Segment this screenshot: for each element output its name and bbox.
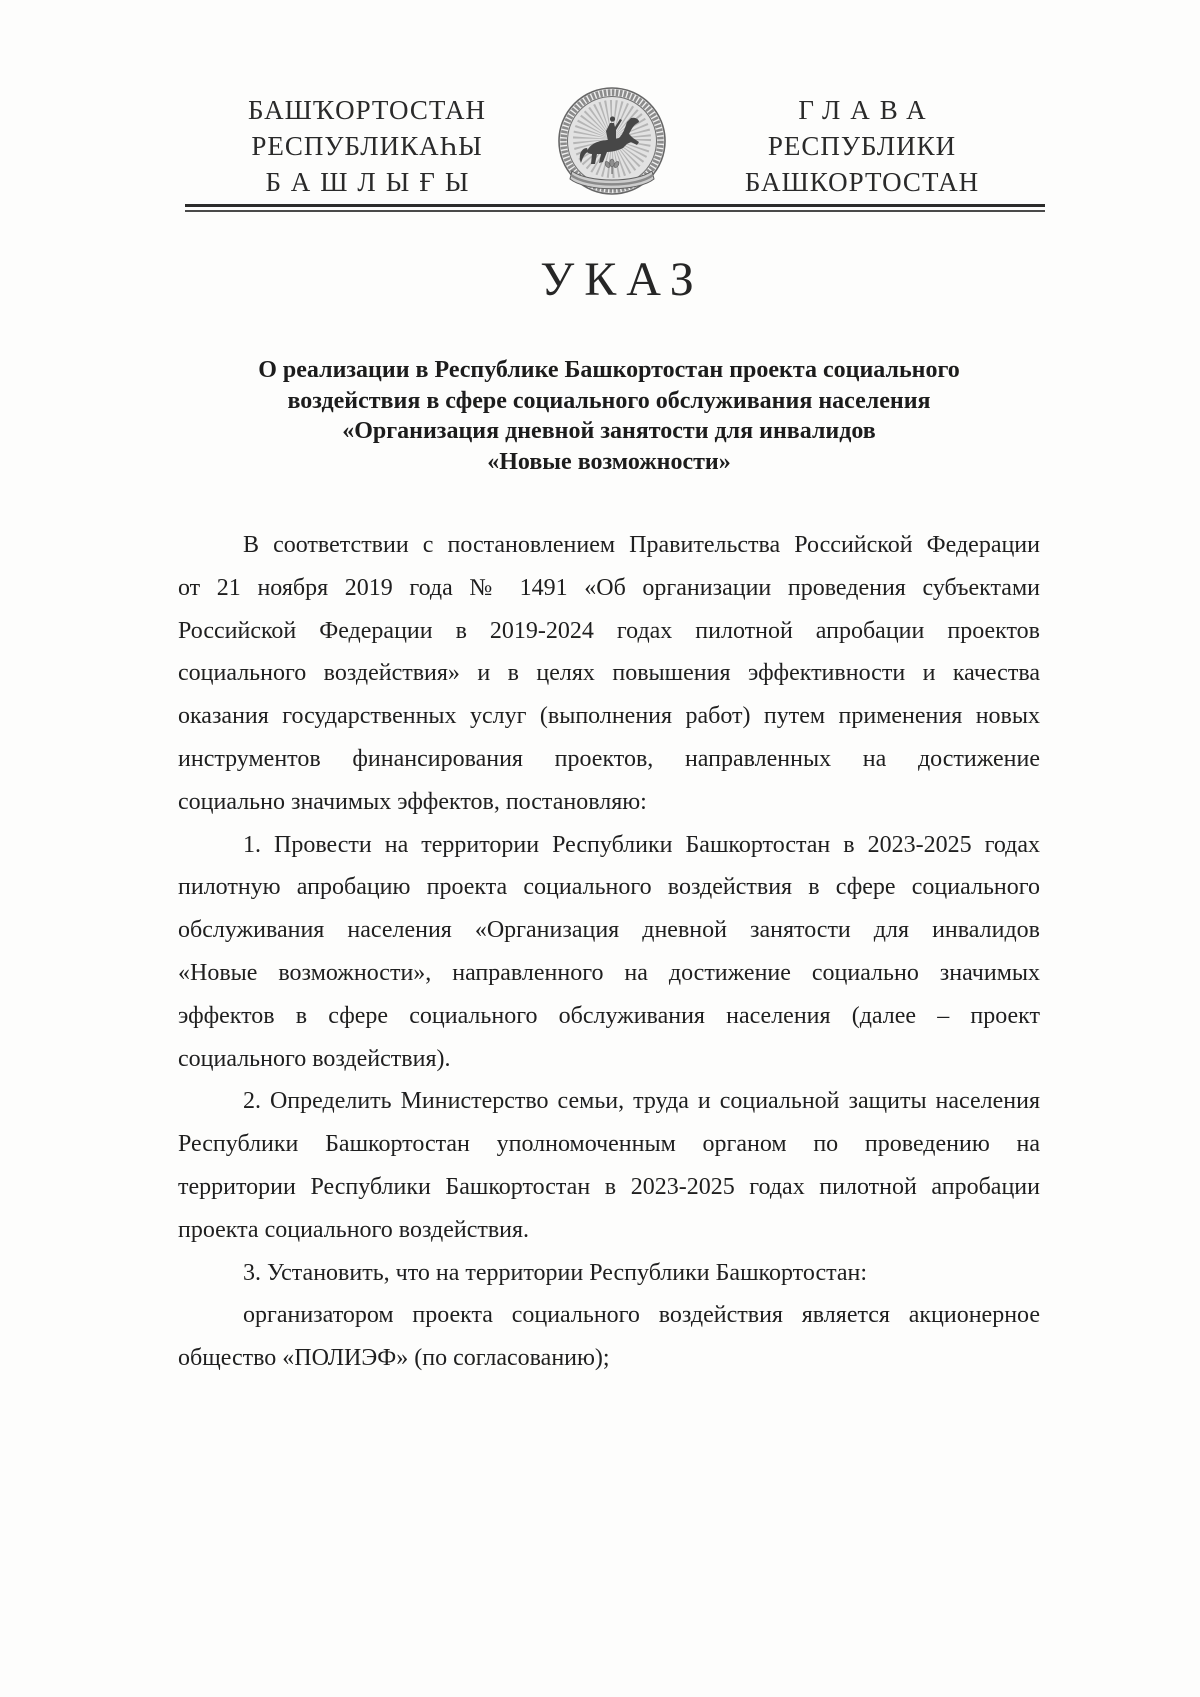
body-line: общество «ПОЛИЭФ» (по согласованию); xyxy=(178,1345,610,1372)
body-line: обслуживания населения «Организация дневной занятости для инвалидов xyxy=(178,917,1040,944)
paragraph-organizer xyxy=(178,1294,1040,1380)
body-line: 1. Провести на территории Республики Башкортостан в 2023-2025 годах xyxy=(243,831,1040,858)
body-line: пилотную апробацию проекта социального воздействия в сфере социального xyxy=(178,874,1040,901)
body-line: Республики Башкортостан уполномоченным органом по проведению на xyxy=(178,1131,1040,1158)
title-line: О реализации в Республике Башкортостан проекта социального xyxy=(258,357,960,383)
body-line: 3. Установить, что на территории Республики Башкортостан: xyxy=(243,1259,868,1286)
coat-of-arms-emblem xyxy=(557,86,667,196)
header-bashkir-line: БАШЛЫҒЫ xyxy=(265,167,479,197)
header-russian-line: ГЛАВА xyxy=(798,95,936,125)
header-russian-block xyxy=(702,92,1022,200)
body-line: проекта социального воздействия. xyxy=(178,1216,530,1243)
title-line: «Организация дневной занятости для инвалидов xyxy=(342,418,876,444)
body-line: территории Республики Башкортостан в 2023-2025 годах пилотной апробации xyxy=(178,1173,1040,1200)
decree-title xyxy=(178,355,1040,477)
paragraph-preamble xyxy=(178,524,1040,824)
paragraph-item-2 xyxy=(178,1080,1040,1251)
body-line: инструментов финансирования проектов, направленных на достижение xyxy=(178,745,1040,772)
body-line: В соответствии с постановлением Правительства Российской Федерации xyxy=(243,532,1040,558)
body-line: организатором проекта социального воздействия является акционерное xyxy=(243,1302,1040,1329)
title-line: воздействия в сфере социального обслуживания населения xyxy=(287,387,931,414)
header-russian-line: БАШКОРТОСТАН xyxy=(744,167,980,197)
paragraph-item-1 xyxy=(178,824,1040,1081)
body-line: социального воздействия). xyxy=(178,1045,451,1072)
body-line: «Новые возможности», направленного на достижение социально значимых xyxy=(178,959,1040,986)
header-bashkir-line: БАШҠОРТОСТАН xyxy=(247,95,487,125)
body-line: социального воздействия» и в целях повышения эффективности и качества xyxy=(178,660,1040,687)
decree-body xyxy=(178,524,1040,1380)
body-line: 2. Определить Министерство семьи, труда и социальной защиты населения xyxy=(243,1088,1040,1115)
body-line: Российской Федерации в 2019-2024 годах пилотной апробации проектов xyxy=(178,617,1040,644)
header-divider-thin xyxy=(185,210,1045,212)
header-bashkir-line: РЕСПУБЛИКАҺЫ xyxy=(251,131,483,161)
body-line: от 21 ноября 2019 года № 1491 «Об организации проведения субъектами xyxy=(178,574,1040,601)
body-line: социально значимых эффектов, постановляю: xyxy=(178,788,647,815)
body-line: оказания государственных услуг (выполнения работ) путем применения новых xyxy=(178,703,1040,730)
document-type-heading: УКАЗ xyxy=(540,253,704,306)
header-russian-line: РЕСПУБЛИКИ xyxy=(767,131,957,161)
header-bashkir-block xyxy=(207,92,527,200)
title-line: «Новые возможности» xyxy=(487,448,731,475)
body-line: эффектов в сфере социального обслуживания населения (далее – проект xyxy=(178,1002,1040,1029)
header-divider-thick xyxy=(185,204,1045,207)
paragraph-item-3 xyxy=(178,1252,1040,1295)
